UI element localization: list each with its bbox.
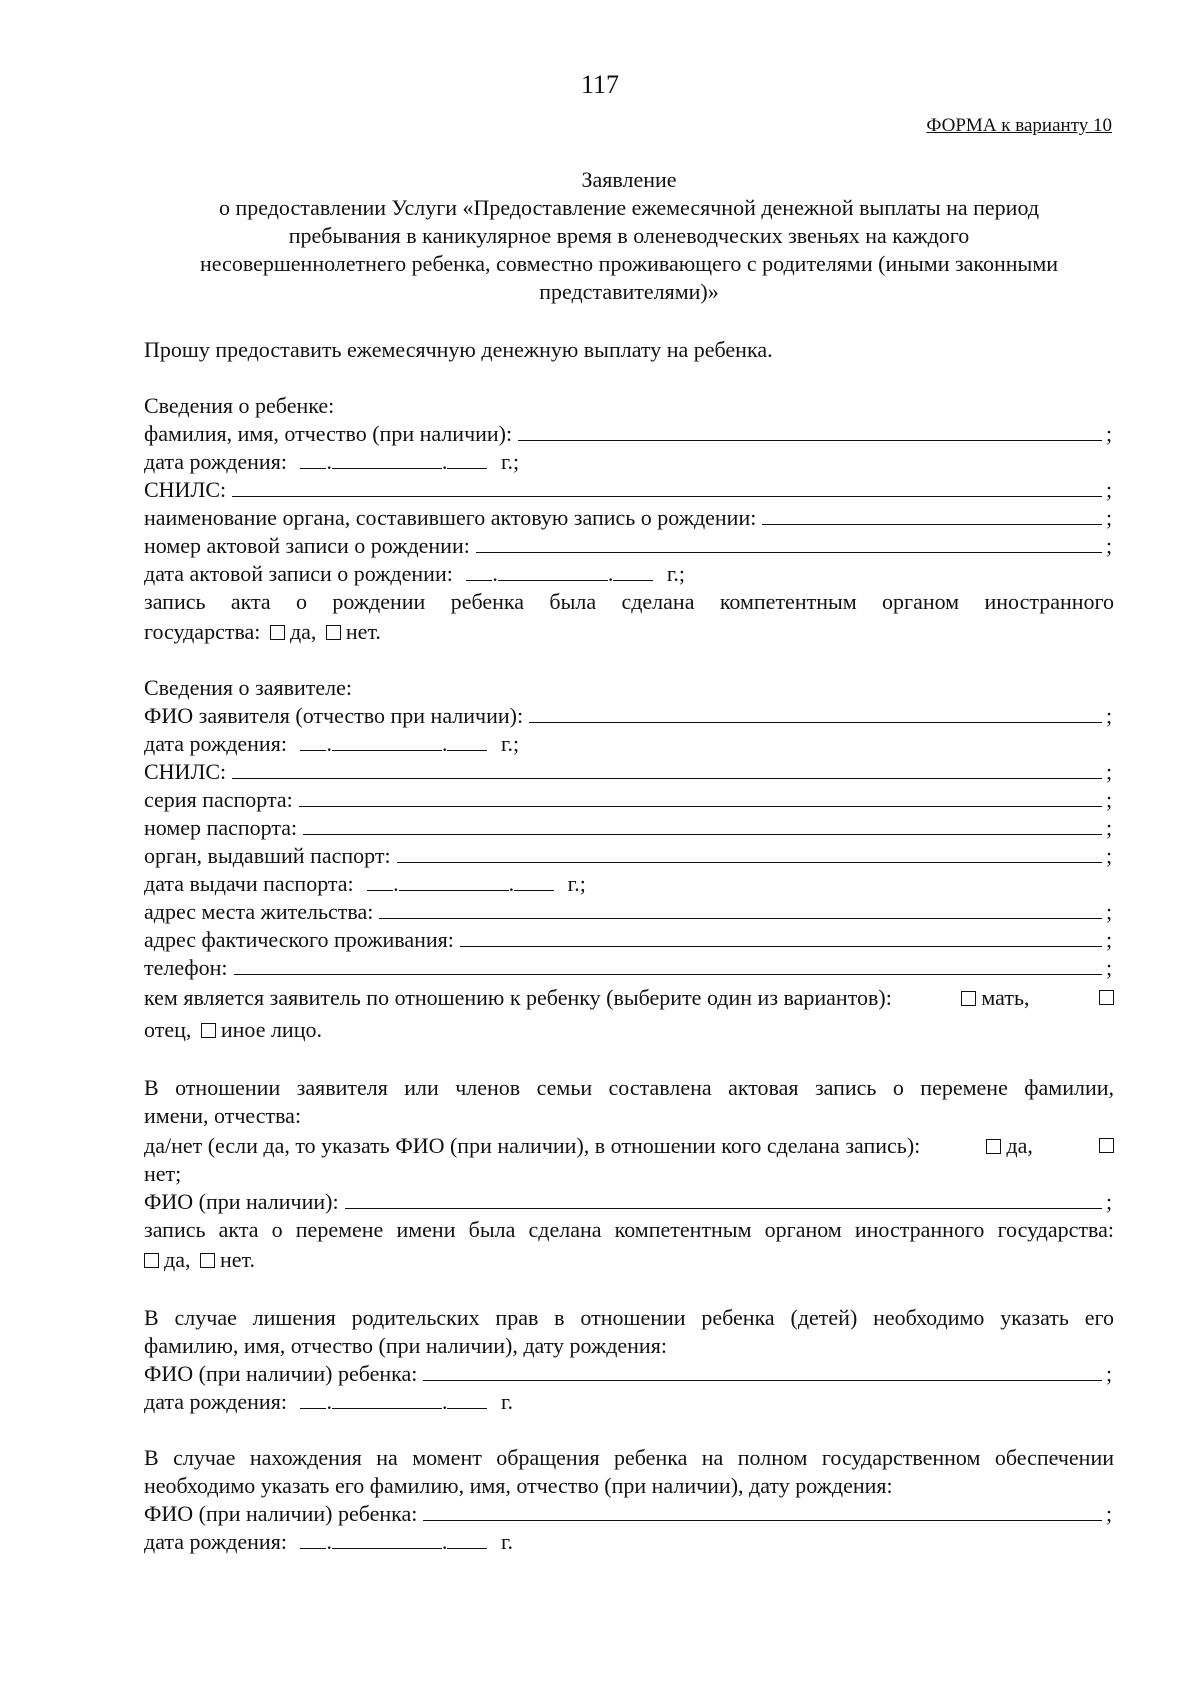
checkbox-no[interactable] [1099,1138,1114,1153]
name-change-line: имени, отчества: [144,1103,302,1128]
passport-issue-date-row [144,870,1114,898]
checkbox-other[interactable] [201,1023,216,1038]
passport-number-row [144,814,1114,842]
child-foreign-line: запись акта о рождении ребенка была сделана компетентным органом иностранного [144,589,1114,614]
child-organ-row [144,504,1114,532]
semicolon: ; [1106,1501,1113,1526]
label: дата актовой записи о рождении: [144,561,453,586]
name-change-foreign-choice [144,1246,1114,1274]
year-suffix: г. [500,1389,513,1414]
issue-year-field[interactable] [514,872,554,891]
dot: . [441,449,448,474]
semicolon: ; [1106,759,1113,784]
label: адрес места жительства: [144,899,374,924]
label: ФИО заявителя (отчество при наличии): [144,703,524,728]
applicant-fio-row [144,702,1114,730]
semicolon: ; [1106,477,1113,502]
child-organ-field[interactable] [762,506,1102,525]
subtitle-line: представителями)» [539,279,719,304]
checkbox-father[interactable] [1099,990,1114,1005]
relation-row-2 [144,1016,1114,1044]
name-change-fio-row [144,1188,1114,1216]
year-suffix: г.; [567,871,586,896]
child-birth-year-field[interactable] [447,450,487,469]
subtitle-line: несовершеннолетнего ребенка, совместно проживающего с родителями (иными законными [199,251,1059,276]
child-act-date-row [144,560,1114,588]
child-fio-field[interactable] [518,422,1102,441]
act-year-field[interactable] [613,562,653,581]
address-row [144,898,1114,926]
mother-label: мать, [981,985,1030,1010]
label: орган, выдавший паспорт: [144,843,391,868]
dot: . [326,731,332,756]
deprivation-month-field[interactable] [332,1390,442,1409]
dot: . [441,731,448,756]
child-fio-row [144,420,1114,448]
label: наименование органа, составившего актовую запись о рождении: [144,505,757,530]
deprivation-birth-row [144,1388,1114,1416]
semicolon: ; [1106,955,1113,980]
actual-address-row [144,926,1114,954]
passport-series-field[interactable] [299,788,1102,807]
passport-number-field[interactable] [303,816,1102,835]
checkbox-mother[interactable] [961,991,976,1006]
name-change-choice-row [144,1132,1114,1160]
name-change-line: В отношении заявителя или членов семьи составлена актовая запись о перемене фамилии, [144,1075,1114,1100]
semicolon: ; [1106,815,1113,840]
deprivation-line: фамилию, имя, отчество (при наличии), дату рождения: [144,1333,667,1358]
label: номер актовой записи о рождении: [144,533,470,558]
passport-issuer-field[interactable] [397,844,1102,863]
label: ФИО (при наличии) ребенка: [144,1361,418,1386]
state-care-year-field[interactable] [447,1530,487,1549]
choice-text: да/нет (если да, то указать ФИО (при наличии), в отношении кого сделана запись): [144,1133,921,1158]
year-suffix: г.; [500,449,520,474]
label: СНИЛС: [144,477,227,502]
label: серия паспорта: [144,787,293,812]
semicolon: ; [1106,787,1113,812]
dot: . [326,1389,332,1414]
applicant-snils-field[interactable] [232,760,1102,779]
passport-issuer-row [144,842,1114,870]
relation-row [144,984,1114,1012]
document-title: Заявление [581,167,677,192]
subtitle-line: пребывания в каникулярное время в оленеводческих звеньях на каждого [288,223,970,248]
no-label: нет. [345,619,381,644]
phone-field[interactable] [234,956,1102,975]
other-label: иное лицо. [220,1017,322,1042]
applicant-heading: Сведения о заявителе: [144,675,353,700]
semicolon: ; [1106,703,1113,728]
name-change-fio-field[interactable] [345,1190,1102,1209]
deprivation-year-field[interactable] [447,1390,487,1409]
deprivation-line: В случае лишения родительских прав в отношении ребенка (детей) необходимо указать его [144,1305,1114,1330]
semicolon: ; [1106,533,1113,558]
child-birth-day-field[interactable] [300,450,326,469]
checkbox-no[interactable] [326,625,341,640]
passport-series-row [144,786,1114,814]
year-suffix: г.; [666,561,685,586]
child-act-number-row [144,532,1114,560]
label: адрес фактического проживания: [144,927,454,952]
child-foreign-row [144,618,1114,646]
deprivation-fio-field[interactable] [423,1362,1102,1381]
state-care-month-field[interactable] [332,1530,442,1549]
label: телефон: [144,955,228,980]
year-suffix: г.; [500,731,520,756]
semicolon: ; [1106,505,1113,530]
label: дата рождения: [144,1529,287,1554]
semicolon: ; [1106,927,1113,952]
page-number: 117 [580,70,620,99]
deprivation-day-field[interactable] [300,1390,326,1409]
state-care-fio-field[interactable] [423,1502,1102,1521]
child-snils-field[interactable] [232,478,1102,497]
child-snils-row [144,476,1114,504]
yes-label: да, [289,619,317,644]
issue-day-field[interactable] [367,872,393,891]
applicant-birth-day-field[interactable] [300,732,326,751]
label: номер паспорта: [144,815,298,840]
dot: . [607,561,614,586]
dot: . [441,1389,448,1414]
dot: . [441,1529,448,1554]
dot: . [492,561,498,586]
applicant-birth-year-field[interactable] [447,732,487,751]
request-text: Прошу предоставить ежемесячную денежную выплату на ребенка. [144,337,773,362]
dot: . [508,871,515,896]
state-care-day-field[interactable] [300,1530,326,1549]
label: фамилия, имя, отчество (при наличии): [144,421,513,446]
state-care-line: В случае нахождения на момент обращения ребенка на полном государственном обеспечении [144,1445,1114,1470]
checkbox-yes[interactable] [270,625,285,640]
address-field[interactable] [379,900,1102,919]
applicant-birth-month-field[interactable] [332,732,442,751]
name-change-foreign-line: запись акта о перемене имени была сделана компетентным органом иностранного государства: [144,1217,1114,1242]
deprivation-fio-row [144,1360,1114,1388]
label: дата рождения: [144,731,287,756]
child-heading: Сведения о ребенке: [144,393,335,418]
checkbox-yes[interactable] [144,1253,159,1268]
act-day-field[interactable] [466,562,492,581]
applicant-fio-field[interactable] [529,704,1102,723]
form-reference: ФОРМА к варианту 10 [926,115,1112,136]
child-birth-month-field[interactable] [332,450,442,469]
state-care-birth-row [144,1528,1114,1556]
semicolon: ; [1106,843,1113,868]
child-act-number-field[interactable] [476,534,1102,553]
checkbox-no[interactable] [200,1253,215,1268]
yes-label: да, [164,1247,191,1272]
semicolon: ; [1106,1189,1113,1214]
dot: . [326,449,332,474]
issue-month-field[interactable] [399,872,509,891]
label: дата рождения: [144,449,287,474]
father-label: отец, [144,1017,192,1042]
state-care-line: необходимо указать его фамилию, имя, отчество (при наличии), дату рождения: [144,1473,893,1498]
no-label: нет; [144,1161,182,1186]
dot: . [393,871,399,896]
year-suffix: г. [500,1529,513,1554]
yes-label: да, [1006,1133,1033,1158]
applicant-birth-row [144,730,1114,758]
act-month-field[interactable] [498,562,608,581]
relation-text: кем является заявитель по отношению к ребенку (выберите один из вариантов): [144,985,892,1010]
subtitle-line: о предоставлении Услуги «Предоставление ежемесячной денежной выплаты на период [218,195,1040,220]
phone-row [144,954,1114,982]
label: СНИЛС: [144,759,227,784]
child-birth-row [144,448,1114,476]
semicolon: ; [1106,1361,1113,1386]
label: ФИО (при наличии): [144,1189,339,1214]
label: государства: [144,619,261,644]
semicolon: ; [1106,421,1113,446]
label: дата выдачи паспорта: [144,871,354,896]
applicant-snils-row [144,758,1114,786]
label: ФИО (при наличии) ребенка: [144,1501,418,1526]
actual-address-field[interactable] [460,928,1102,947]
semicolon: ; [1106,899,1113,924]
no-label: нет. [219,1247,255,1272]
state-care-fio-row [144,1500,1114,1528]
checkbox-yes[interactable] [986,1139,1001,1154]
label: дата рождения: [144,1389,287,1414]
dot: . [326,1529,332,1554]
